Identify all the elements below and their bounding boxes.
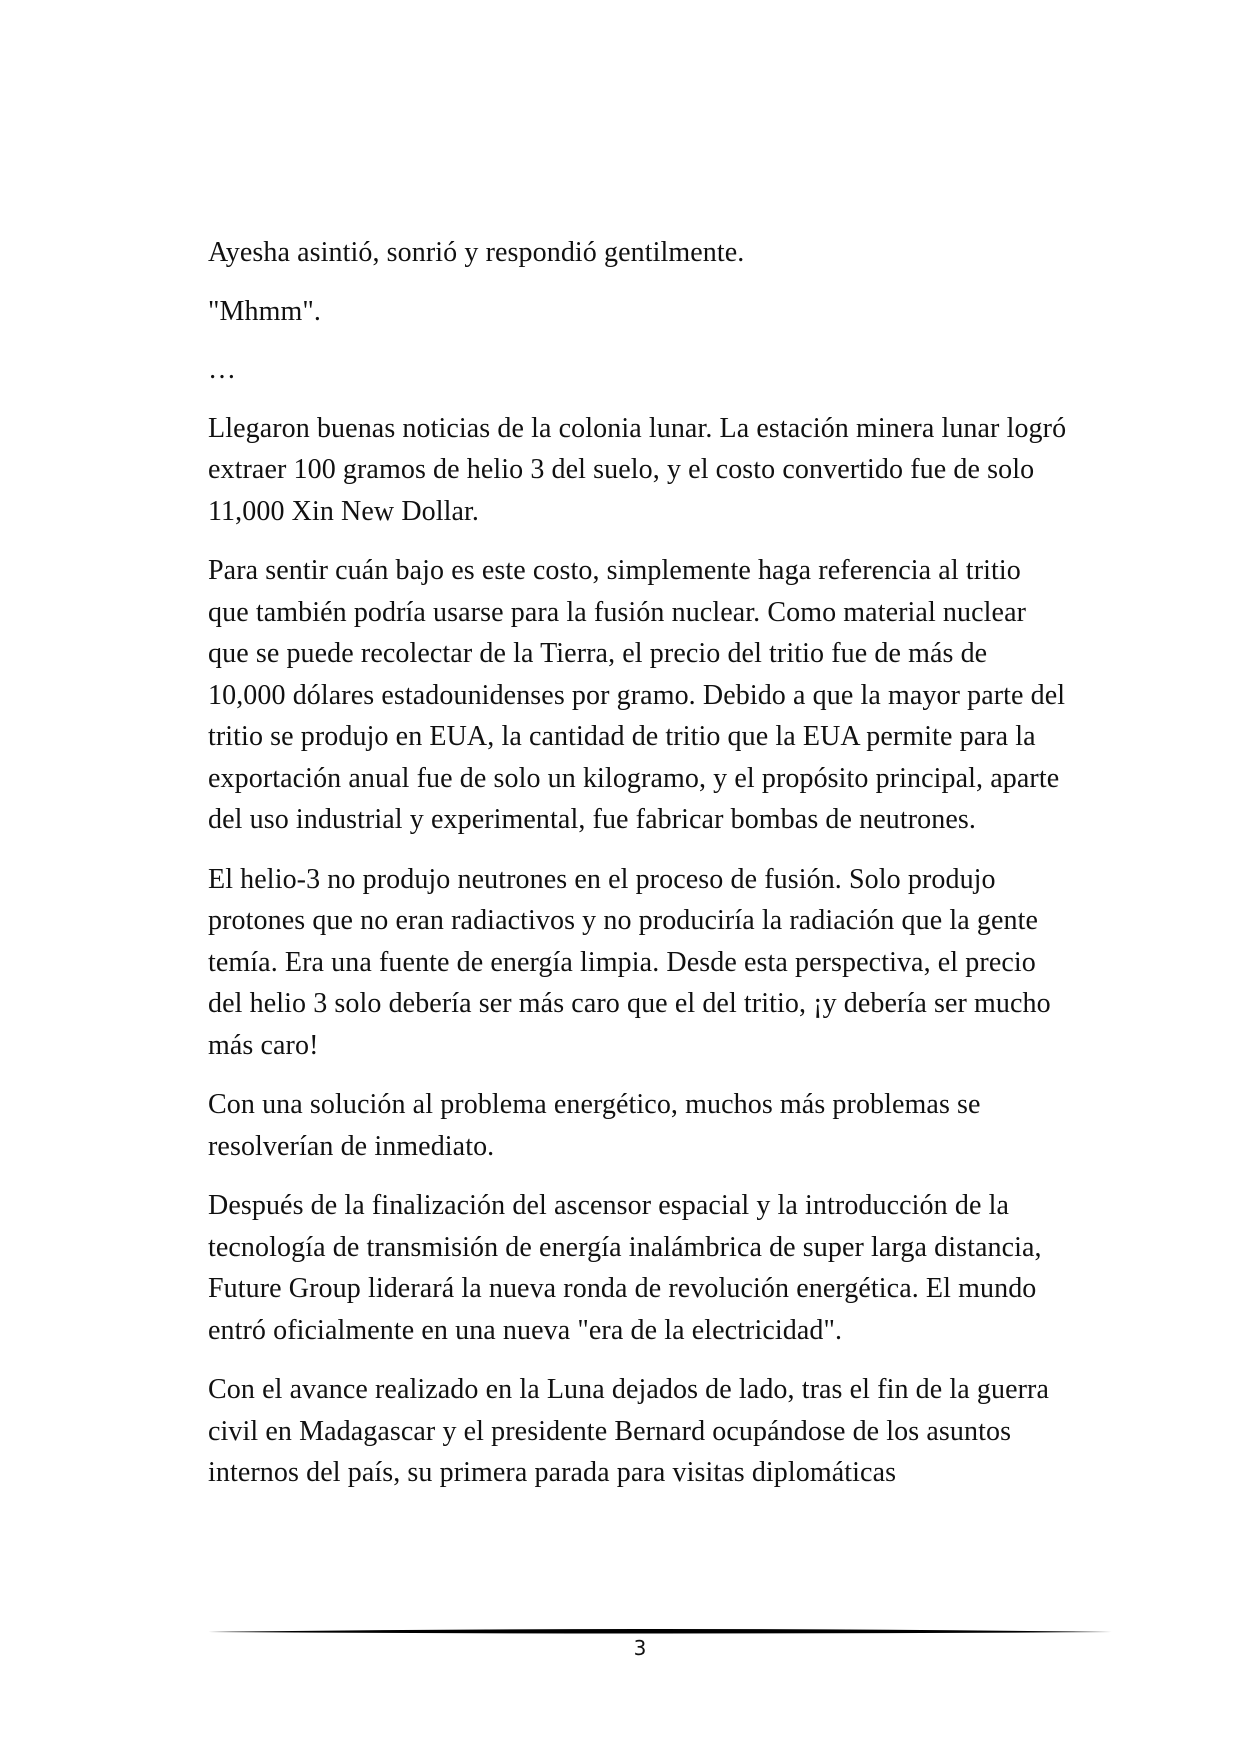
footer-divider-stroke	[208, 1629, 1112, 1634]
paragraph: Llegaron buenas noticias de la colonia lunar. La estación minera lunar logró extraer 100 gramos de helio 3 del suelo, y el costo convertido fue de solo 11,000 Xin New Dollar.	[208, 412, 1067, 527]
paragraph: "Mhmm".	[208, 295, 322, 327]
footer-divider	[208, 1626, 1112, 1636]
page-number: 3	[633, 1636, 647, 1660]
paragraph: Con el avance realizado en la Luna dejados de lado, tras el fin de la guerra civil en Madagascar y el presidente Bernard ocupándose de los asuntos internos del país, su primera parada para visitas diplomáticas	[208, 1374, 1049, 1488]
paragraph: Con una solución al problema energético, muchos más problemas se resolverían de inmediato.	[208, 1089, 981, 1162]
paragraph: El helio-3 no produjo neutrones en el proceso de fusión. Solo produjo protones que no eran radiactivos y no produciría la radiación que la gente temía. Era una fuente de energía limpia. Desde esta perspectiva, el precio del helio 3 solo debería ser más caro que el del tritio, ¡y debería ser mucho más caro!	[208, 863, 1051, 1061]
paragraph: Para sentir cuán bajo es este costo, simplemente haga referencia al tritio que también podría usarse para la fusión nuclear. Como material nuclear que se puede recolectar de la Tierra, el precio del tritio fue de más de 10,000 dólares estadounidenses por gramo. Debido a que la mayor parte del tritio se produjo en EUA, la cantidad de tritio que la EUA permite para la exportación anual fue de solo un kilogramo, y el propósito principal, aparte del uso industrial y experimental, fue fabricar bombas de neutrones.	[208, 555, 1066, 835]
page-body	[208, 232, 1068, 1512]
paragraph: Ayesha asintió, sonrió y respondió gentilmente.	[208, 237, 745, 268]
ellipsis-separator: …	[208, 354, 237, 385]
paragraph: Después de la finalización del ascensor espacial y la introducción de la tecnología de transmisión de energía inalámbrica de super larga distancia, Future Group liderará la nueva ronda de revolución energética. El mundo entró oficialmente en una nueva "era de la electricidad".	[208, 1190, 1042, 1346]
